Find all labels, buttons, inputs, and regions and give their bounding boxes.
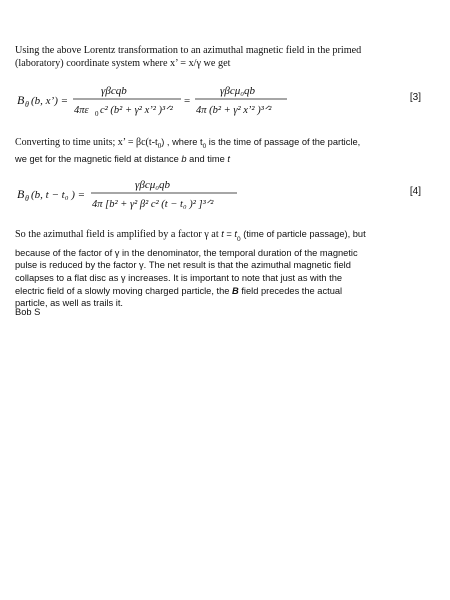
summary-serif-part: So the azimuthal field is amplified by a factor γ at — [15, 229, 222, 240]
eq3-lhs-args: (b, x’) = — [31, 95, 69, 107]
eq3-frac1-den-sub: 0 — [95, 110, 99, 118]
summary-eq-sign: = — [223, 229, 235, 239]
intro-line-2: (laboratory) coordinate system where x’ = x/γ we get — [15, 58, 231, 69]
equation-4-number: [4] — [409, 186, 421, 197]
summary-line-6: particle, as well as trails it. — [15, 298, 123, 309]
summary-line-1 — [15, 226, 435, 247]
summary-line-2: because of the factor of γ in the denominator, the temporal duration of the magnetic — [15, 247, 358, 258]
eq4-lhs-sub: θ — [25, 194, 29, 203]
eq4-lhs: B — [17, 187, 25, 201]
summary-var-t0: t — [234, 229, 238, 239]
eq4-den: 4π [b² + γ² β² c² (t − t₀ )² ]³ᐟ² — [92, 199, 214, 210]
eq3-frac1-den: 4πε — [74, 105, 89, 116]
eq3-equals: = — [184, 95, 191, 107]
equation-3-number: [3] — [409, 92, 421, 103]
summary-line5a: electric field of a slowly moving charged particle, the — [15, 285, 233, 296]
eq3-frac2-num: γβcμ₀qb — [220, 85, 256, 97]
eq3-lhs: B — [17, 93, 25, 107]
eq3-frac2-den: 4π (b² + γ² x’² )³ᐟ² — [196, 105, 272, 116]
converting-sub2: 0 — [202, 143, 207, 150]
eq4-lhs-args: (b, t − t₀ ) = — [31, 189, 86, 201]
converting-line2a: we get for the magnetic field at distance — [15, 154, 182, 164]
summary-line-4: collapses to a flat disc as γ increases. It is important to note that just as with the — [15, 272, 343, 283]
summary-line-5 — [15, 285, 435, 298]
eq3-lhs-sub: θ — [25, 100, 29, 109]
eq3-frac1-num: γβcqb — [101, 85, 127, 97]
converting-line-1 — [15, 136, 435, 153]
converting-sub1: 0 — [157, 142, 162, 150]
summary-t0-sub: 0 — [237, 236, 241, 244]
signature: Bob S — [15, 307, 41, 317]
converting-paragraph — [15, 136, 435, 166]
intro-paragraph — [15, 44, 435, 70]
summary-line-3: pulse is reduced by the factor γ. The net result is that the azimuthal magnetic field — [15, 260, 351, 271]
converting-line-2 — [15, 153, 435, 166]
summary-paragraph — [15, 226, 435, 310]
intro-line-1: Using the above Lorentz transformation to an azimuthal magnetic field in the primed — [15, 45, 362, 56]
summary-B-symbol: B — [232, 285, 239, 296]
converting-var-t: t — [227, 154, 230, 164]
equation-3 — [15, 82, 435, 116]
summary-var-t: t — [221, 229, 224, 239]
eq4-num: γβcμ₀qb — [135, 179, 171, 191]
summary-line5c: field precedes the actual — [238, 285, 343, 296]
converting-part3: is the time of passage of the particle, — [206, 137, 361, 147]
equation-3-graphic — [15, 82, 435, 120]
converting-line2c: and time — [186, 154, 228, 164]
converting-part1: Converting to time units; x’ = βc(t-t — [15, 137, 158, 148]
eq3-frac1-den-rest: c² (b² + γ² x’² )³ᐟ² — [100, 105, 173, 116]
equation-4 — [15, 176, 435, 210]
equation-4-graphic — [15, 176, 435, 214]
converting-part2: ) , where t — [161, 137, 203, 147]
summary-after-t0: (time of particle passage), but — [240, 229, 366, 239]
converting-var-b: b — [181, 154, 187, 164]
